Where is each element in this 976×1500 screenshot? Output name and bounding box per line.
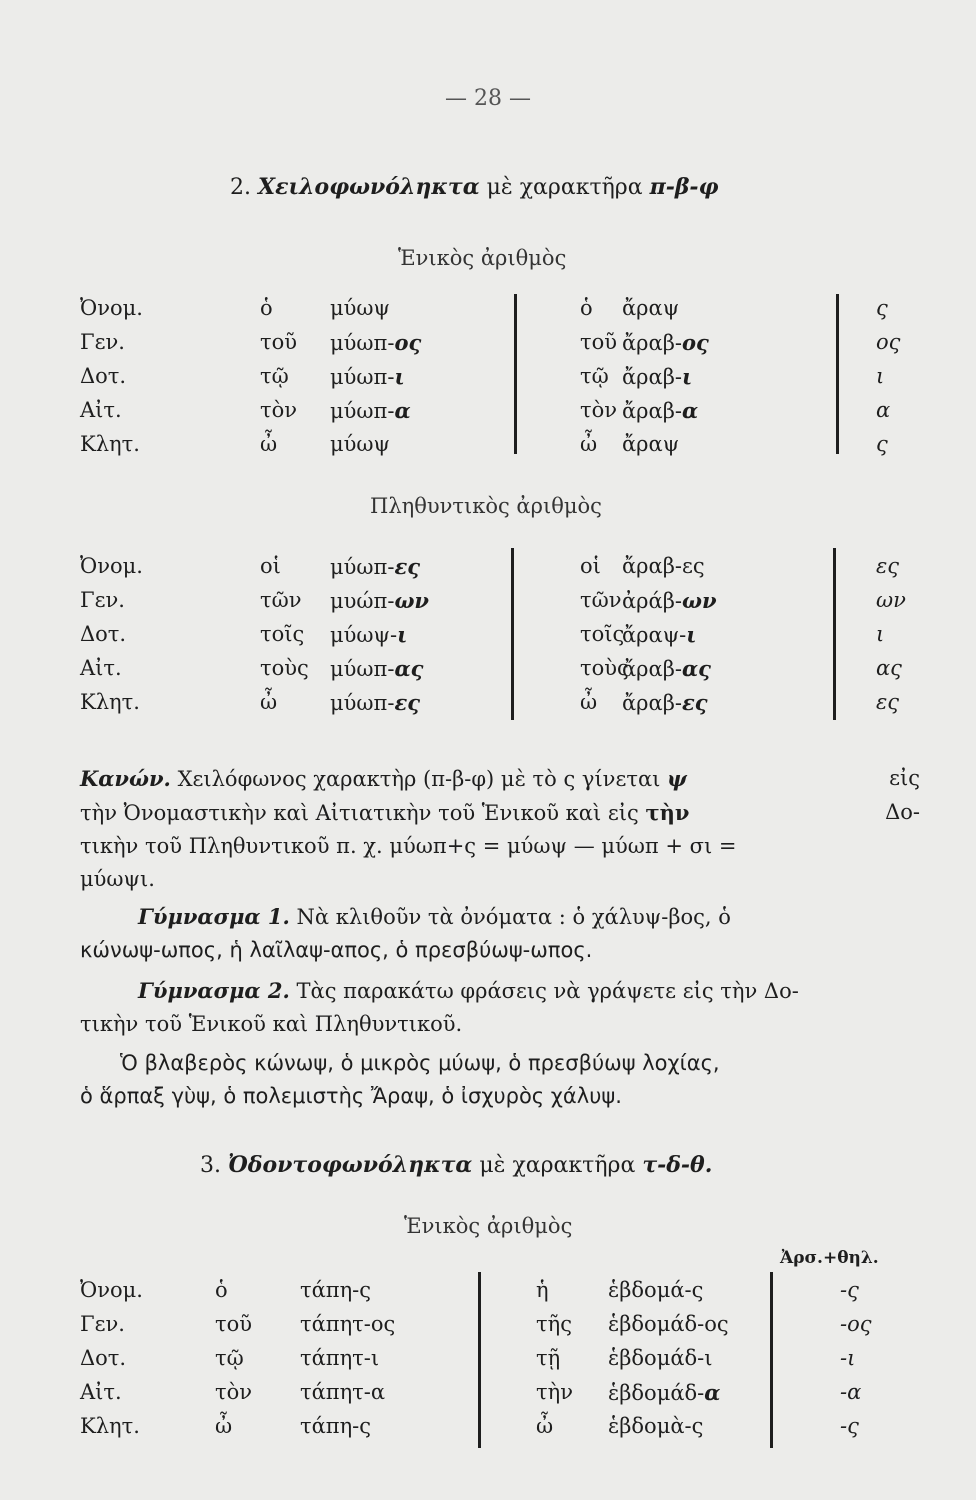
section3-characters: τ-δ-θ. [642,1152,713,1178]
word-1 [330,330,421,355]
section3-column-note: Ἀρσ.+θηλ. [780,1248,879,1268]
table-row [80,1278,920,1312]
case-label: Δοτ. [80,364,127,388]
rule-psi: ψ [667,766,687,791]
article-2: τοῖς [580,622,625,646]
rule-line-2 [80,796,920,830]
table-row [80,690,920,724]
article-2: τῆς [536,1312,572,1336]
section2-heading [230,174,718,200]
article-1: ὦ [260,690,278,714]
word-2-stem: ἑβδομά-ς [608,1278,704,1302]
case-label: Ὀνομ. [80,1278,143,1302]
exercise2-text-1: Τὰς παρακάτω φράσεις νὰ γράψετε εἰς τὴν Δο- [296,979,799,1003]
word-1 [330,554,420,579]
word-2 [608,1312,729,1336]
article-2: τὴν [536,1380,573,1404]
word-2-ending: α [681,398,699,423]
word-2-stem: ἄραβ- [622,399,682,423]
table-row [80,364,920,398]
word-1-ending: ες [394,554,420,579]
ending-suffix: -ος [840,1312,872,1336]
exercise2-text-2: τικὴν τοῦ Ἑνικοῦ καὶ Πληθυντικοῦ. [80,1012,463,1036]
rule-text-2c: Δο- [885,800,920,824]
case-label: Γεν. [80,588,125,612]
table-row [80,1414,920,1448]
rule-text-2b: τὴν [645,800,690,825]
ending-suffix: -α [840,1380,862,1404]
exercise1-line-1 [80,900,920,934]
word-1 [300,1312,395,1336]
word-2 [622,690,708,715]
section2-number: 2. [230,175,251,200]
word-1-ending: ας [394,656,424,681]
article-2: ὦ [536,1414,554,1438]
word-2 [608,1346,713,1370]
case-label: Δοτ. [80,1346,127,1370]
exercise2-text-3: Ὁ βλαβερὸς κώνωψ, ὁ μικρὸς μύωψ, ὁ πρεσβύωψ λοχίας, [120,1051,720,1075]
word-2-ending: ων [681,588,717,613]
rule-line-1 [80,762,920,796]
word-2 [622,554,705,578]
word-1-stem: μύωψ- [330,623,398,647]
case-label: Γεν. [80,1312,125,1336]
column-divider [833,548,836,720]
word-1 [300,1414,371,1438]
article-1: τοῦ [215,1312,253,1336]
section3-singular-heading: Ἑνικὸς ἀριθμὸς [404,1214,573,1238]
word-2-stem: ἄραβ- [622,657,682,681]
case-label: Γεν. [80,330,125,354]
case-label: Αἰτ. [80,1380,122,1404]
word-2 [622,588,717,613]
table-row [80,554,920,588]
article-2: ὦ [580,690,598,714]
ending-suffix: ων [876,588,906,612]
column-divider [770,1272,773,1448]
article-1: οἱ [260,554,281,578]
word-2 [622,330,709,355]
section3-number: 3. [200,1153,221,1178]
section3-title: Ὀδοντοφωνόληκτα [228,1152,473,1178]
word-1-ending: ι [394,364,405,389]
word-1-stem: μυώπ- [330,589,395,613]
word-1-ending: ι [397,622,408,647]
ending-suffix: -ς [840,1278,859,1302]
ending-suffix: -ι [840,1346,856,1370]
word-2-stem: ἄραβ- [622,691,682,715]
word-1-stem: τάπητ-α [300,1380,386,1404]
word-2 [622,622,696,647]
table-row [80,1380,920,1414]
word-1-stem: μύωψ [330,432,391,456]
word-1 [330,432,390,456]
exercise2 [80,974,920,1113]
table-row [80,656,920,690]
word-1 [300,1380,385,1404]
case-label: Κλητ. [80,432,140,456]
section2-characters: π-β-φ [649,174,719,200]
word-1 [330,690,420,715]
word-2-stem: ἄραβ- [622,365,682,389]
exercise1-text-2: κώνωψ-ωπος, ἡ λαῖλαψ-απος, ὁ πρεσβύωψ-ωπος. [80,938,593,962]
word-2-stem: ἀράβ- [622,589,682,613]
rule-text-2a: τὴν Ὀνομαστικὴν καὶ Αἰτιατικὴν τοῦ Ἑνικοῦ καὶ εἰς [80,801,639,825]
section2-title: Χειλοφωνόληκτα [258,174,480,200]
word-1-ending: ος [394,330,422,355]
ending-suffix: -ς [840,1414,859,1438]
article-1: τοῖς [260,622,305,646]
word-2-ending: ες [681,690,708,715]
case-label: Ὀνομ. [80,296,143,320]
article-1: τὸν [260,398,298,422]
article-2: τὸν [580,398,618,422]
article-1: τῶν [260,588,302,612]
case-label: Κλητ. [80,690,140,714]
section3-title-rest: μὲ χαρακτῆρα [479,1153,636,1178]
word-2-ending: ι [681,364,693,389]
word-1-stem: μύωπ- [330,365,395,389]
rule-text-1: Χειλόφωνος χαρακτὴρ (π-β-φ) μὲ τὸ ς γίνεται [177,767,661,791]
column-divider [514,294,517,454]
word-2-ending: ος [681,330,709,355]
article-2: τοὺς [580,656,629,680]
table-row [80,432,920,466]
article-2: τῇ [536,1346,561,1370]
rule-line-3: τικὴν τοῦ Πληθυντικοῦ π. χ. μύωπ+ς = μύωψ — μύωπ + σι = [80,834,737,858]
word-1 [300,1278,371,1302]
exercise1 [80,900,920,967]
section2-plural-heading: Πληθυντικὸς ἀριθμὸς [370,494,602,518]
article-2: ἡ [536,1278,549,1302]
article-1: τὸν [215,1380,253,1404]
table-row [80,330,920,364]
exercise2-line-1 [80,974,920,1008]
article-1: τοὺς [260,656,309,680]
ending-suffix: α [876,398,891,422]
table-row [80,622,920,656]
table-row [80,1312,920,1346]
ending-suffix: ας [876,656,902,680]
article-1: τῷ [260,364,289,388]
case-label: Αἰτ. [80,656,122,680]
exercise1-label: Γύμνασμα 1. [138,904,290,929]
word-1-stem: τάπη-ς [300,1414,372,1438]
word-1-ending: ων [394,588,430,613]
word-2 [608,1380,720,1405]
page-number: — 28 — [445,86,531,111]
word-2-stem: ἑβδομὰ-ς [608,1414,704,1438]
column-divider [511,548,514,720]
word-2-ending: ας [681,656,711,681]
word-1-stem: μύωψ [330,296,391,320]
word-2-stem: ἑβδομάδ-ι [608,1346,713,1370]
ending-suffix: ι [876,364,885,388]
rule-line-4: μύωψι. [80,867,155,891]
word-1 [300,1346,379,1370]
word-1-stem: μύωπ- [330,399,395,423]
section3-heading [200,1152,712,1178]
word-2-stem: ἄραψ- [622,623,687,647]
word-1-ending: ες [394,690,420,715]
word-2-ending: α [704,1380,721,1405]
word-1-stem: μύωπ- [330,691,395,715]
word-1 [330,398,411,423]
case-label: Κλητ. [80,1414,140,1438]
word-1-stem: τάπη-ς [300,1278,372,1302]
word-1-stem: μύωπ- [330,331,395,355]
article-1: τῷ [215,1346,244,1370]
word-2-ending: ι [686,622,697,647]
ending-suffix: ες [876,690,900,714]
word-2-stem: ἄραβ-ες [622,554,705,578]
word-1 [330,296,390,320]
ending-suffix: ς [876,296,888,320]
word-2 [608,1278,703,1302]
exercise2-label: Γύμνασμα 2. [138,978,290,1003]
word-1-stem: μύωπ- [330,657,395,681]
article-2: τῷ [580,364,609,388]
word-1 [330,364,405,389]
article-2: ὦ [580,432,598,456]
word-1-stem: μύωπ- [330,555,395,579]
ending-suffix: ι [876,622,885,646]
word-2-stem: ἑβδομάδ- [608,1381,705,1405]
word-2-stem: ἄραψ [622,296,680,320]
section2-title-rest: μὲ χαρακτῆρα [486,175,643,200]
word-1-stem: τάπητ-ος [300,1312,396,1336]
word-2 [622,296,679,320]
ending-suffix: ες [876,554,900,578]
word-1-ending: α [394,398,411,423]
table-row [80,588,920,622]
word-1-stem: τάπητ-ι [300,1346,380,1370]
table-row [80,398,920,432]
case-label: Ὀνομ. [80,554,143,578]
word-1 [330,622,407,647]
table-row [80,1346,920,1380]
article-2: τοῦ [580,330,618,354]
article-1: ὁ [260,296,273,320]
rule-label: Κανών. [80,766,171,791]
article-1: ὁ [215,1278,228,1302]
column-divider [836,294,839,454]
word-2 [622,398,698,423]
ending-suffix: ος [876,330,901,354]
exercise1-text-1: Νὰ κλιθοῦν τὰ ὀνόματα : ὁ χάλυψ-βος, ὁ [296,905,731,929]
case-label: Δοτ. [80,622,127,646]
table-row [80,296,920,330]
article-1: ὦ [260,432,278,456]
exercise2-text-4: ὁ ἅρπαξ γὺψ, ὁ πολεμιστὴς Ἄραψ, ὁ ἰσχυρὸς χάλυψ. [80,1084,622,1108]
word-2-stem: ἑβδομάδ-ος [608,1312,729,1336]
word-2-stem: ἄραψ [622,432,680,456]
rule-paragraph [80,762,920,896]
section2-singular-heading: Ἑνικὸς ἀριθμὸς [398,246,567,270]
word-1 [330,656,423,681]
article-2: οἱ [580,554,601,578]
article-2: ὁ [580,296,593,320]
ending-suffix: ς [876,432,888,456]
word-2 [608,1414,703,1438]
word-2 [622,432,679,456]
rule-text-1-end: εἰς [889,766,920,790]
case-label: Αἰτ. [80,398,122,422]
article-1: τοῦ [260,330,298,354]
column-divider [478,1272,481,1448]
article-1: ὦ [215,1414,233,1438]
word-1 [330,588,429,613]
article-2: τῶν [580,588,622,612]
word-2-stem: ἄραβ- [622,331,682,355]
word-2 [622,656,711,681]
word-2 [622,364,692,389]
